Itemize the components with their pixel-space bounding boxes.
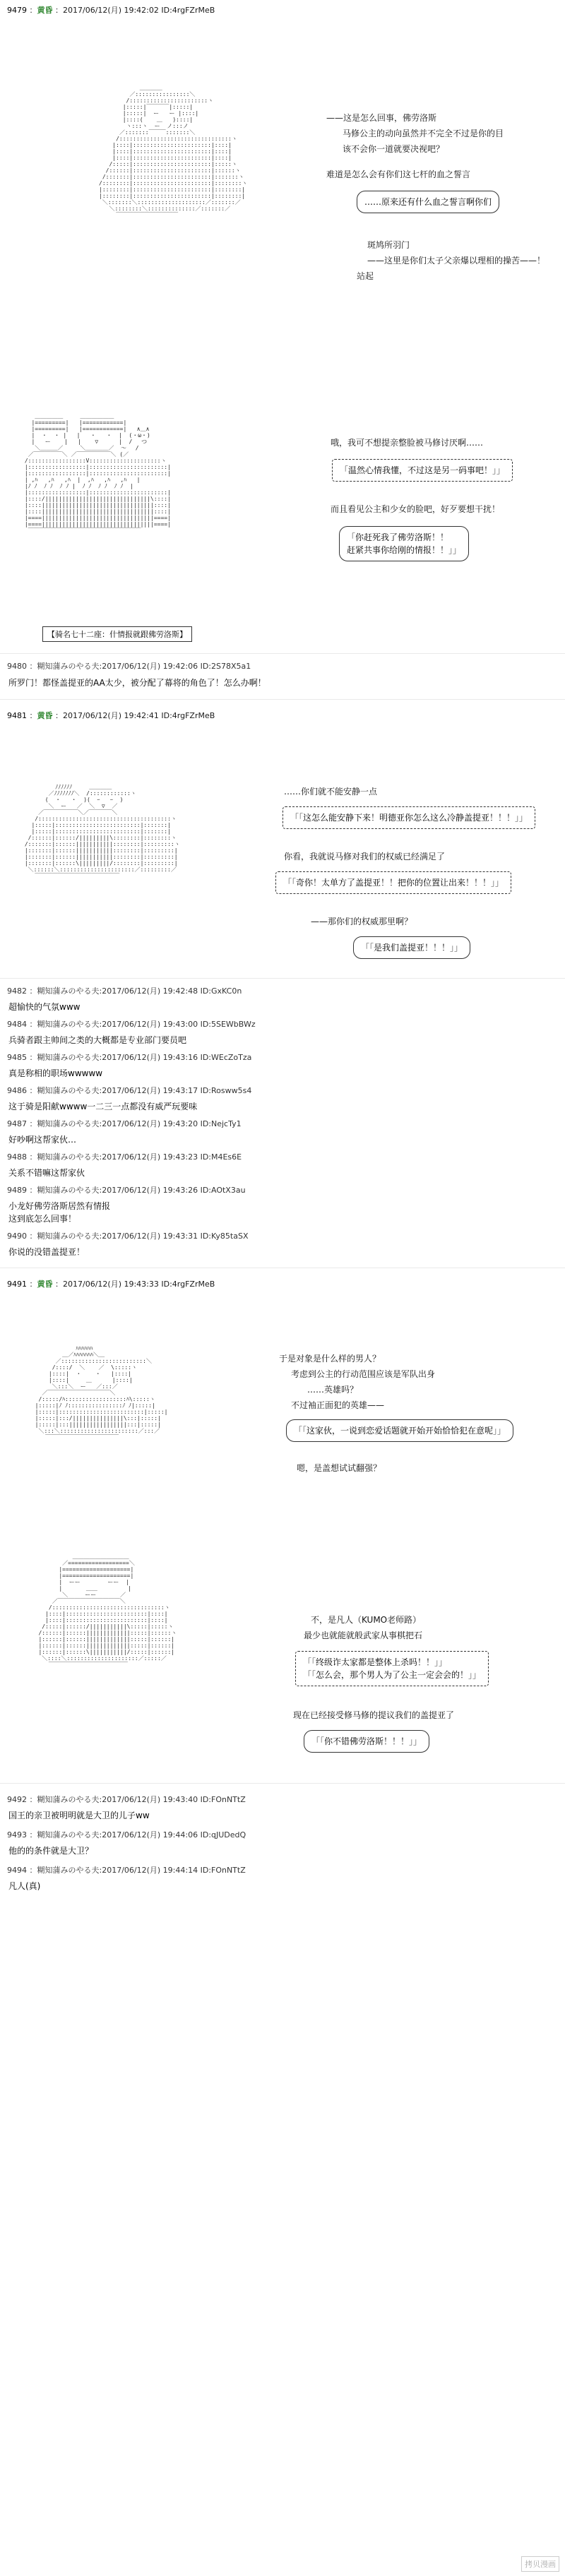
divider (0, 978, 565, 979)
bubble-text: 「「这家伙，一说到恋爱话题就开始开始恰恰犯在意呢」」 (294, 1426, 506, 1436)
speech-bubble (332, 459, 513, 482)
reply-body: 所罗门！都怪盖提亚的AA太少，被分配了幕将的角色了！怎么办啊！ (8, 678, 266, 688)
narration-line: 站起 (357, 271, 374, 281)
reply-body: 凡人(真) (8, 1881, 41, 1891)
post-author: 黄昏 (37, 711, 53, 720)
speech-bubble (275, 871, 511, 894)
narration-line: ——这里是你们太子父亲爆以理相的操苦——！ (367, 256, 546, 266)
post-author: 黄昏 (37, 1280, 53, 1289)
reply-header[interactable]: 9485 ：糊知蒲みのやる夫:2017/06/12(月) 19:43:16 ID:WEcZoTza (7, 1053, 252, 1062)
narration-line: 难道是怎么会有你们这七杆的血之誓言 (326, 169, 471, 179)
reply-header[interactable]: 9494 ：糊知蒲みのやる夫:2017/06/12(月) 19:44:14 ID:FOnNTtZ (7, 1866, 246, 1875)
narration-line: 而且看见公主和少女的脸吧，好歹要想干扰！ (331, 504, 501, 514)
narration-line: 嗯，是盖想试试翻强？ (297, 1463, 382, 1473)
divider (0, 1783, 565, 1784)
reply-body: 国王的亲卫被明明就是大卫的儿子ww (8, 1811, 150, 1820)
post-header: 9491 ：黄昏 ：2017/06/12(月) 19:43:33 ID:4rgFZrMeB (7, 1280, 215, 1289)
speech-bubble (304, 1730, 429, 1753)
narration-line: 哦，我可不想提亲整脸被马修讨厌啊…… (331, 438, 484, 448)
narration-line: ……英雄吗？ (307, 1385, 359, 1395)
reply-body: 兵骑者跟主帅间之类的大概都是专业部门要员吧 (8, 1035, 187, 1045)
watermark: 拷贝漫画 (521, 2556, 559, 2572)
reply-body: 真是称相的职场wwwww (8, 1068, 103, 1078)
divider (0, 699, 565, 700)
reply-body: 好吵啊这帮家伙… (8, 1135, 77, 1145)
narration-line: 该不会你一道就要决视吧？ (343, 144, 445, 154)
narration-line: 你看，我就说马修对我们的权威已经满足了 (284, 852, 446, 861)
speech-bubble (339, 526, 469, 561)
bubble-text: 「你赶死我了佛劳洛斯！！ (347, 532, 449, 542)
post-header: 9481 ：黄昏 ：2017/06/12(月) 19:42:41 ID:4rgFZrMeB (7, 711, 215, 720)
narration-line: 最少也就能就般武家从事棋把石 (304, 1630, 423, 1640)
narration-line: 斑鸠所羽门 (367, 240, 410, 250)
reply-header[interactable]: 9493 ：糊知蒲みのやる夫:2017/06/12(月) 19:44:06 ID:qJUDedQ (7, 1830, 246, 1839)
post-meta: 2017/06/12(月) 19:43:33 ID:4rgFZrMeB (63, 1280, 215, 1289)
ascii-art-group: ﾉﾉﾉﾉﾉﾉ ＿＿＿＿ ／ﾉﾉﾉﾉﾉﾉﾉ＼ /::::::::::::ヽ ( ・ ・ )( ｰ ｰ ) ＼ ー ／ ＼ ▽ ／ ／￣￣￣￣￣￣＼／￣￣￣￣＼ /:::::::::::::::::::::::::::::::::::::::ヽ |:::::|:::::::::::::::::::::::::|:::::::| |:::::|:::::::::::::::::::::::::|:::::::| /::::::|::::::/|||||||||\::::::::|::::::::ヽ /:::::::|::::::|||||||||||::::::::|:::::::::ヽ |:::::::|::::::|||||||||||::::::::|:::::::::| |:::::::|::::::|||||||||||::::::::|:::::::::| |:::::::|::::::\|||||||||/::::::::|:::::::::| ＼::::::＼::::::::::::::::::::::／:::::::::／ ￣￣￣￣￣￣￣￣￣￣￣￣￣￣￣ (24, 784, 180, 879)
speech-bubble (353, 936, 470, 959)
caption-box: 【骑名七十二座：什情报就跟佛劳洛斯】 (42, 626, 192, 642)
divider (0, 653, 565, 654)
ascii-art-crowd: ＿＿＿＿＿ ＿＿＿＿＿＿ |=========| |============| |=========| |============| ∧＿∧ | ・ ・ | | ・ ・ | (・ω・) | ー | | ▽ | / つ ＼＿＿＿／ ＼＿＿＿＿／ 〜 / ／￣￣￣￣￣＼ ／￣￣￣￣￣￣＼ (／ /:::::::::::::::::V:::::::::::::::::::::ヽ |:::::::::::::::::|:::::::::::::::::::::::| |:::::::::::::::::|:::::::::::::::::::::::| | ,ﾊ ,ﾊ ,ﾊ | ,ﾊ ,ﾊ ,ﾊ | |ﾉ ﾉ ﾉ ﾉ ﾉ ﾉ | ﾉ ﾉ ﾉ ﾉ ﾉ ﾉ | |:::::::::::::::::|:::::::::::::::::::::::| |::::/|||||||||||||||||||||||||||||||\::::| |::::|||||||||||||||||||||||||||||||||::::| |::::|||||||||||||||||||||||||||||||||::::| |====|||||||||||||||||||||||||||||||||====| |====|||||||||||||||||||||||||||||||||====| ￣￣￣￣￣￣￣￣￣￣￣￣￣￣￣￣￣￣￣￣ (24, 413, 171, 534)
reply-header[interactable]: 9492 ：糊知蒲みのやる夫:2017/06/12(月) 19:43:40 ID:FOnNTtZ (7, 1795, 246, 1804)
reply-header[interactable]: 9480 ：糊知蒲みのやる夫:2017/06/12(月) 19:42:06 ID:2S78X5a1 (7, 662, 251, 671)
speech-bubble (295, 1651, 489, 1686)
reply-header[interactable]: 9484 ：糊知蒲みのやる夫:2017/06/12(月) 19:43:00 ID:5SEWbBWz (7, 1020, 256, 1029)
narration-line: ——那你们的权威那里啊？ (311, 917, 413, 926)
bubble-text: 赶紧共事你给刚的情报！！」」 (347, 545, 462, 555)
narration-line: ……你们就不能安静一点 (284, 787, 378, 797)
reply-header[interactable]: 9488 ：糊知蒲みのやる夫:2017/06/12(月) 19:43:23 ID:M4Es6E (7, 1152, 242, 1162)
ascii-art-figure: ＿＿＿＿＿＿＿＿＿＿ ／==================＼ |====================| |====================| | ーー ーー | | ＿＿ | ＼ ーー ／ ／￣￣￣￣￣￣￣￣￣￣￣＼ /:::::::::::::::::::::::::::::::::ヽ |::::|::::::::::::::::::::::::|::::| |::::|::::::::::::::::::::::::|::::| /:::::|::::::/|||||||||||\:::::|:::::ヽ /::::::|::::::|||||||||||||:::::|::::::ヽ |::::::|::::::|||||||||||||:::::|::::::| |::::::|::::::|||||||||||||:::::|::::::| |::::::|::::::\|||||||||||/:::::|::::::| ＼::::＼:::::::::::::::::::::／:::::／ ￣￣￣￣￣￣￣￣￣￣￣￣￣￣ (38, 1554, 177, 1668)
reply-body: 这于骑是阳献wwww一二三一点都没有威严玩要味 (8, 1102, 198, 1111)
speech-bubble (286, 1419, 513, 1442)
bubble-text: ……原来还有什么血之誓言啊你们 (364, 197, 492, 207)
post-number-link[interactable]: 9481 (7, 711, 27, 720)
post-meta: 2017/06/12(月) 19:42:02 ID:4rgFZrMeB (63, 6, 215, 15)
reply-body: 你说的没错盖提亚！ (8, 1247, 85, 1257)
reply-header[interactable]: 9486 ：糊知蒲みのやる夫:2017/06/12(月) 19:43:17 ID:Rosww5s4 (7, 1086, 252, 1095)
ascii-art-figure: ﾊﾊﾊﾊﾊﾊ ＿／ﾊﾊﾊﾊﾊﾊﾊ＼＿ ／:::::::::::::::::::::::::＼ /::::/ ＼ ／ \:::::ヽ |::::| ・ ・ |::::| |::::| ＿ |::::| ＼:::＼ ー ／:::／ ／￣￣￣￣￣￣￣￣￣￣￣＼ /:::::/ﾊ::::::::::::::::::ﾊ\:::::ヽ |:::::|ﾉ ﾉ::::::::::::::::ﾉ ﾉ|:::::| |:::::|:::::::::::::::::::::::::|:::::| |:::::|:::/|||||||||||||||\:::|:::::| |:::::|:::|||||||||||||||||:::|:::::| ＼:::＼:::::::::::::::::::::::／:::／ ￣￣￣￣￣￣￣￣￣￣￣￣￣ (35, 1345, 168, 1441)
reply-header[interactable]: 9487 ：糊知蒲みのやる夫:2017/06/12(月) 19:43:20 ID:NejcTy1 (7, 1119, 242, 1128)
reply-body: 超愉快的气氛www (8, 1002, 81, 1012)
bubble-text: 「「是我们盖提亚！！！」」 (361, 943, 463, 953)
speech-bubble (357, 191, 499, 213)
post-meta: 2017/06/12(月) 19:42:41 ID:4rgFZrMeB (63, 711, 215, 720)
bubble-text: 「温然心情我懂，不过这是另一码事吧！」」 (340, 465, 506, 475)
bubble-text: 「「这怎么能安静下来！明德亚你怎么这么冷静盖提亚！！！」」 (290, 813, 528, 823)
reply-body: 他的的条件就是大卫？ (8, 1846, 94, 1856)
reply-body: 关系不错嘛这帮家伙 (8, 1168, 85, 1178)
bubble-text: 「「怎么会，那个男人为了公主一定会会的！」」 (303, 1670, 482, 1680)
speech-bubble (282, 806, 535, 829)
narration-line: ——这是怎么回事，佛劳洛斯 (326, 113, 437, 123)
bubble-text: 「「终级诈太家都是整体上杀吗！！」」 (303, 1657, 448, 1667)
reply-header[interactable]: 9489 ：糊知蒲みのやる夫:2017/06/12(月) 19:43:26 ID:AOtX3au (7, 1186, 246, 1195)
narration-line: 不过袖正面犯的英雄—— (291, 1400, 385, 1410)
narration-line: 现在已经接受修马修的提议我们的盖提亚了 (293, 1710, 455, 1720)
bubble-text: 「「你不错佛劳洛斯！！！」」 (311, 1736, 422, 1746)
post-number-link[interactable]: 9479 (7, 6, 27, 15)
post-author: 黄昏 (37, 6, 53, 15)
bubble-text: 「「奇你！太单方了盖提亚！！把你的位置让出来！！！」」 (283, 878, 504, 888)
reply-header[interactable]: 9482 ：糊知蒲みのやる夫:2017/06/12(月) 19:42:48 ID:GxKC0n (7, 986, 242, 996)
narration-line: 于是对象是什么样的男人？ (279, 1354, 381, 1364)
ascii-art-figure: ＿＿＿＿ ／::::::::::::::::＼ /:::::::::::::::::::::::ヽ |:::::|￣￣￣￣|:::::| |:::::| ー ー |::::| |::::( ＿ )::::| ヽ:::ヽ ー ノ:::ノ ／:::::::￣￣￣:::::::＼ /:::::::::::::::::::::::::::::::::ヽ |::::|:::::::::::::::::::::::|::::| |::::|:::::::::::::::::::::::|::::| |::::|:::::::::::::::::::::::|::::| /:::::|:::::::::::::::::::::::|:::::ヽ /::::::|:::::::::::::::::::::::|::::::ヽ /:::::::|:::::::::::::::::::::::|:::::::ヽ /::::::::|:::::::::::::::::::::::|::::::::ヽ |::::::::|:::::::::::::::::::::::|::::::::| |::::::::|:::::::::::::::::::::::|::::::::| ＼:::::::＼::::::::::::::::::::／:::::::／ ＼::::::::＼::::::::::::::／:::::::／ ￣￣￣￣￣￣￣￣￣￣￣ (99, 85, 248, 218)
post-number-link[interactable]: 9491 (7, 1280, 27, 1289)
reply-body: 小龙好佛劳洛斯居然有情报 (8, 1201, 111, 1211)
narration-line: 考虑到公主的行动范围应该是军队出身 (291, 1369, 436, 1379)
narration-line: 不，是凡人（KUMO老师路） (311, 1615, 422, 1625)
post-header: 9479 ：黄昏 ：2017/06/12(月) 19:42:02 ID:4rgFZrMeB (7, 6, 215, 15)
reply-body: 这到底怎么回事！ (8, 1214, 77, 1224)
narration-line: 马修公主的动向虽然并不完全不过是你的目 (343, 129, 504, 138)
reply-header[interactable]: 9490 ：糊知蒲みのやる夫:2017/06/12(月) 19:43:31 ID:Ky85taSX (7, 1232, 249, 1241)
